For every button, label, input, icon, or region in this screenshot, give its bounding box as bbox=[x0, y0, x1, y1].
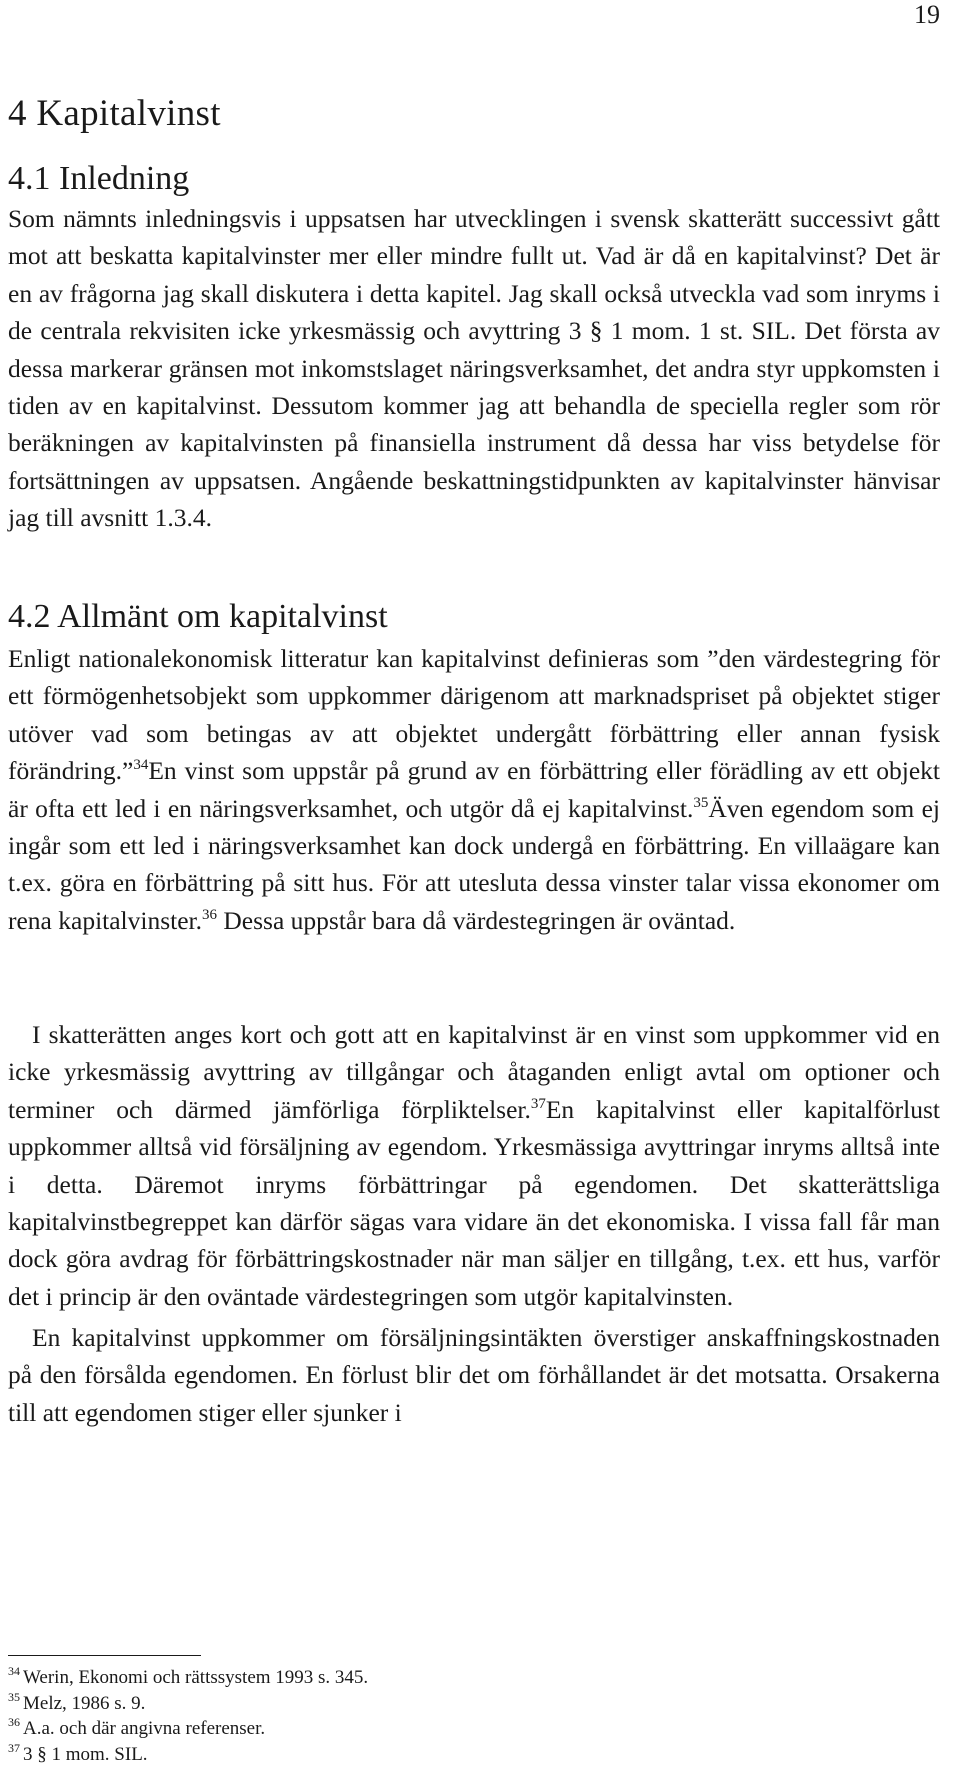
paragraph-inledning: Som nämnts inledningsvis i uppsatsen har utvecklingen i svensk skatterätt successivt gått mot att beskatta kapitalvinster mer eller mindre fullt ut. Vad är då en kapitalvinst? Det är en av frågorna jag skall diskutera i detta kapitel. Jag skall också utveckla vad som inryms i de centrala rekvisiten icke yrkesmässig och avyttring 3 § 1 mom. 1 st. SIL. Det första av dessa markerar gränsen mot inkomstslaget näringsverksamhet, det andra styr uppkomsten i tiden av en kapitalvinst. Dessutom kommer jag att behandla de speciella regler som rör beräkningen av kapitalvinsten på finansiella instrument då dessa har viss betydelse för fortsättningen av uppsatsen. Angående beskattningstidpunkten av kapitalvinster hänvisar jag till avsnitt 1.3.4. bbox=[8, 204, 940, 533]
footnote-text: 3 § 1 mom. SIL. bbox=[23, 1743, 148, 1765]
paragraph-definition bbox=[8, 640, 940, 939]
footnote-text: Werin, Ekonomi och rättssystem 1993 s. 345. bbox=[23, 1667, 369, 1688]
section-title-inledning: 4.1 Inledning bbox=[8, 160, 190, 197]
text-segment: En vinst som uppstår på grund av en förbättring eller förädling av ett objekt är ofta ett led i en näringsverksamhet, och utgör då ej kapitalvinst. bbox=[8, 756, 940, 823]
footnote bbox=[8, 1665, 708, 1691]
footnote bbox=[8, 1691, 708, 1717]
footnote-number: 37 bbox=[8, 1740, 20, 1755]
text-segment: I skatterätten anges kort och gott att en kapitalvinst är en vinst som uppkommer vid en icke yrkesmässig avyttring av tillgångar och åtaganden enligt avtal om optioner och terminer och därmed jämförliga förpliktelser. bbox=[8, 1020, 940, 1124]
text-segment: Dessa uppstår bara då värdestegringen är oväntad. bbox=[217, 905, 736, 935]
footnote-number: 36 bbox=[8, 1715, 20, 1729]
footnote-text: Melz, 1986 s. 9. bbox=[23, 1692, 146, 1714]
footnote bbox=[8, 1716, 708, 1742]
footnote-divider bbox=[8, 1655, 201, 1656]
section-title-allmant: 4.2 Allmänt om kapitalvinst bbox=[8, 598, 388, 635]
footnote-text: A.a. och där angivna referenser. bbox=[23, 1718, 266, 1739]
footnote-list bbox=[8, 1665, 708, 1767]
footnote-number: 35 bbox=[8, 1689, 20, 1704]
footnote-ref: 37 bbox=[530, 1095, 546, 1112]
footnote-number: 34 bbox=[8, 1664, 20, 1678]
paragraph-skatteratt bbox=[8, 1016, 940, 1315]
footnote-ref: 36 bbox=[202, 906, 218, 923]
chapter-title: 4 Kapitalvinst bbox=[8, 93, 221, 134]
text-segment: Även egendom som ej ingår som ett led i näringsverksamhet kan dock undergå en förbättring. En villaägare kan t.ex. göra en förbättring på sitt hus. För att utesluta dessa vinster talar vissa ekonomer om rena kapitalvinster. bbox=[8, 793, 940, 935]
text-segment: En kapitalvinst eller kapitalförlust uppkommer alltså vid försäljning av egendom. Yrkesmässiga avyttringar inryms alltså inte i detta. Däremot inryms förbättringar på egendomen. Det skatterättsliga kapitalvinstbegreppet kan därför sägas vara vidare än det ekonomiska. I vissa fall får man dock göra avdrag för förbättringskostnader när man säljer en tillgång, t.ex. ett hus, varför det i princip är den oväntade värdestegringen som utgör kapitalvinsten. bbox=[8, 1094, 940, 1311]
footnote-ref: 34 bbox=[133, 757, 149, 774]
footnote-ref: 35 bbox=[693, 794, 709, 811]
paragraph-forsaljning: En kapitalvinst uppkommer om försäljningsintäkten överstiger anskaffningskostnaden på den försålda egendomen. En förlust blir det om förhållandet är det motsatta. Orsakerna till att egendomen stiger eller sjunker i bbox=[8, 1323, 940, 1427]
text-segment: Enligt nationalekonomisk litteratur kan kapitalvinst definieras som ”den värdestegring för ett förmögenhetsobjekt som uppkommer därigenom att marknadspriset på objektet stiger utöver vad som betingas av att objektet undergått förbättring eller annan fysisk förändring.” bbox=[8, 644, 940, 786]
footnote bbox=[8, 1742, 708, 1768]
page-number: 19 bbox=[914, 0, 940, 29]
